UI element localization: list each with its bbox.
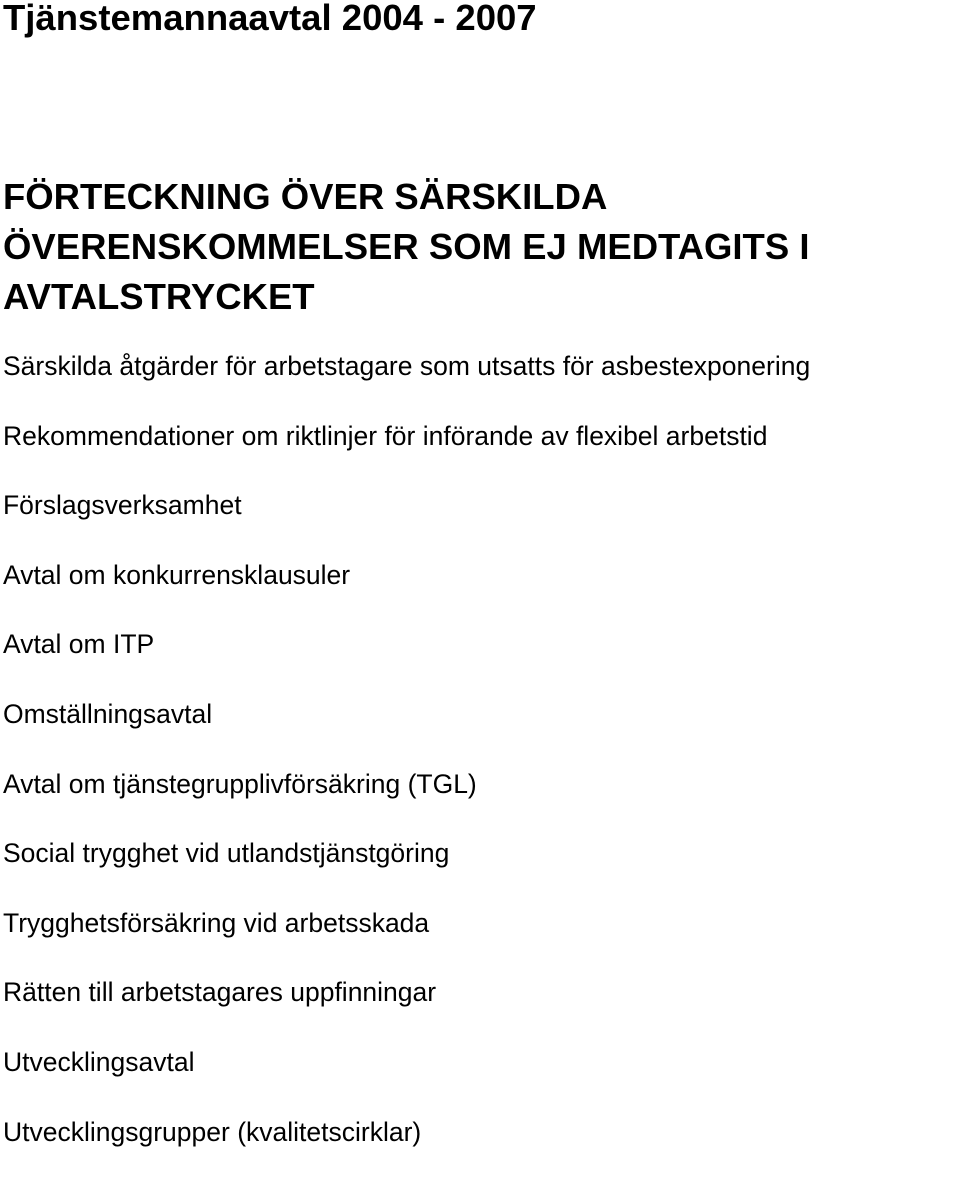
agreement-item: Särskilda åtgärder för arbetstagare som utsatts för asbestexponering <box>3 351 811 381</box>
agreement-item: Rätten till arbetstagares uppfinningar <box>3 977 437 1008</box>
agreement-item: Förslagsverksamhet <box>3 490 242 521</box>
agreement-item: Rekommendationer om riktlinjer för införande av flexibel arbetstid <box>3 420 768 451</box>
agreement-item: Avtal om konkurrensklausuler <box>3 559 351 590</box>
agreement-item: Utvecklingsavtal <box>3 1046 195 1077</box>
agreement-item: Utvecklingsgrupper (kvalitetscirklar) <box>3 1116 422 1147</box>
section-heading: FÖRTECKNING ÖVER SÄRSKILDA ÖVERENSKOMMELSER SOM EJ MEDTAGITS I AVTALSTRYCKET <box>3 176 810 317</box>
agreement-item: Omställningsavtal <box>3 698 213 729</box>
agreement-item: Social trygghet vid utlandstjänstgöring <box>3 838 450 869</box>
agreement-item: Trygghetsförsäkring vid arbetsskada <box>3 907 430 938</box>
agreement-list <box>3 346 810 1181</box>
agreement-item: Avtal om tjänstegrupplivförsäkring (TGL) <box>3 768 477 799</box>
agreement-item: Avtal om ITP <box>3 629 155 660</box>
document-title: Tjänstemannaavtal 2004 - 2007 <box>3 0 537 38</box>
